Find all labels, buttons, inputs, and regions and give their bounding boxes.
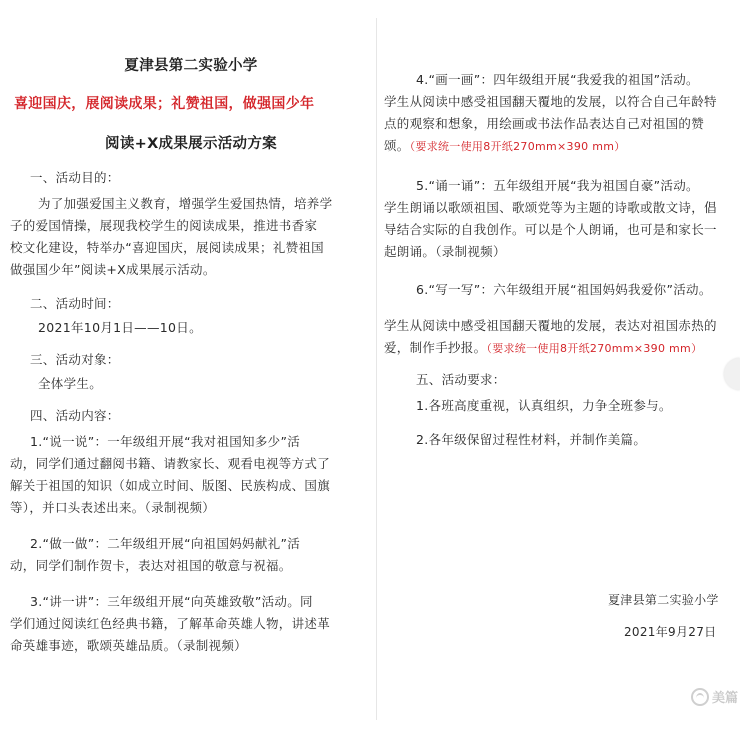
school-title: 夏津县第二实验小学 bbox=[124, 58, 258, 74]
paragraph-line: 校文化建设，特举办“喜迎国庆，展阅读成果；礼赞祖国 bbox=[10, 240, 324, 255]
content-item-5: 5.“诵一诵”：五年级组开展“我为祖国自豪”活动。 bbox=[416, 178, 699, 193]
paragraph-line: 学生朗诵以歌颂祖国、歌颂党等为主题的诗歌或散文诗，倡 bbox=[384, 200, 717, 215]
paragraph-line: 子的爱国情操，展现我校学生的阅读成果，推进书香家 bbox=[10, 218, 318, 233]
signature-school: 夏津县第二实验小学 bbox=[608, 593, 719, 607]
paragraph-line: 命英雄事迹，歌颂英雄品质。（录制视频） bbox=[10, 638, 247, 653]
meipian-logo-icon bbox=[691, 688, 709, 706]
content-item-2: 2.“做一做”：二年级组开展“向祖国妈妈献礼”活 bbox=[30, 536, 301, 551]
requirement-item-1: 1.各班高度重视，认真组织，力争全班参与。 bbox=[416, 398, 672, 413]
paragraph-line: 动，同学们制作贺卡，表达对祖国的敬意与祝福。 bbox=[10, 558, 292, 573]
right-document-page bbox=[382, 18, 740, 720]
paragraph-line: 动，同学们通过翻阅书籍、请教家长、观看电视等方式了 bbox=[10, 456, 331, 471]
activity-date-range: 2021年10月1日——10日。 bbox=[38, 320, 202, 335]
target-audience: 全体学生。 bbox=[38, 376, 103, 391]
paragraph-line: 起朗诵。（录制视频） bbox=[384, 244, 506, 259]
section-heading-requirements: 五、活动要求： bbox=[416, 372, 506, 387]
content-item-3: 3.“讲一讲”：三年级组开展“向英雄致敬”活动。同 bbox=[30, 594, 313, 609]
paragraph-line: 为了加强爱国主义教育，增强学生爱国热情，培养学 bbox=[38, 196, 333, 211]
section-heading-content: 四、活动内容： bbox=[30, 408, 120, 423]
signature-date: 2021年9月27日 bbox=[624, 625, 717, 639]
page-divider bbox=[376, 18, 377, 720]
left-document-page bbox=[10, 18, 372, 720]
paragraph-line: 学生从阅读中感受祖国翻天覆地的发展，以符合自己年龄特 bbox=[384, 94, 717, 109]
section-heading-target: 三、活动对象： bbox=[30, 352, 120, 367]
scroll-handle[interactable] bbox=[724, 358, 740, 390]
plan-title: 阅读+X成果展示活动方案 bbox=[105, 136, 277, 152]
paragraph-line: 导结合实际的自我创作。可以是个人朗诵，也可是和家长一 bbox=[384, 222, 717, 237]
watermark bbox=[691, 687, 738, 706]
theme-title: 喜迎国庆，展阅读成果；礼赞祖国，做强国少年 bbox=[14, 96, 315, 112]
paragraph-line: 解关于祖国的知识（如成立时间、版图、民族构成、国旗 bbox=[10, 478, 331, 493]
content-item-1: 1.“说一说”：一年级组开展“我对祖国知多少”活 bbox=[30, 434, 301, 449]
paragraph-line: 点的观察和想象，用绘画或书法作品表达自己对祖国的赞 bbox=[384, 116, 705, 131]
paragraph-text: 爱，制作手抄报。 bbox=[384, 340, 487, 355]
paragraph-text: 颂。 bbox=[384, 138, 410, 153]
requirement-item-2: 2.各年级保留过程性材料，并制作美篇。 bbox=[416, 432, 647, 447]
paragraph-line: 做强国少年”阅读+X成果展示活动。 bbox=[10, 262, 216, 277]
paragraph-line: 等），并口头表述出来。（录制视频） bbox=[10, 500, 216, 515]
content-item-4: 4.“画一画”：四年级组开展“我爱我的祖国”活动。 bbox=[416, 72, 699, 87]
section-heading-time: 二、活动时间： bbox=[30, 296, 120, 311]
paragraph-line bbox=[384, 138, 626, 155]
paragraph-line: 学们通过阅读红色经典书籍，了解革命英雄人物，讲述革 bbox=[10, 616, 331, 631]
paper-requirement-note: （要求统一使用8开纸270mm×390 mm） bbox=[409, 140, 626, 153]
section-heading-purpose: 一、活动目的： bbox=[30, 170, 120, 185]
paragraph-line bbox=[384, 340, 702, 357]
watermark-text: 美篇 bbox=[711, 691, 738, 706]
paper-requirement-note: （要求统一使用8开纸270mm×390 mm） bbox=[486, 342, 703, 355]
paragraph-line: 学生从阅读中感受祖国翻天覆地的发展，表达对祖国赤热的 bbox=[384, 318, 717, 333]
content-item-6: 6.“写一写”：六年级组开展“祖国妈妈我爱你”活动。 bbox=[416, 282, 712, 297]
